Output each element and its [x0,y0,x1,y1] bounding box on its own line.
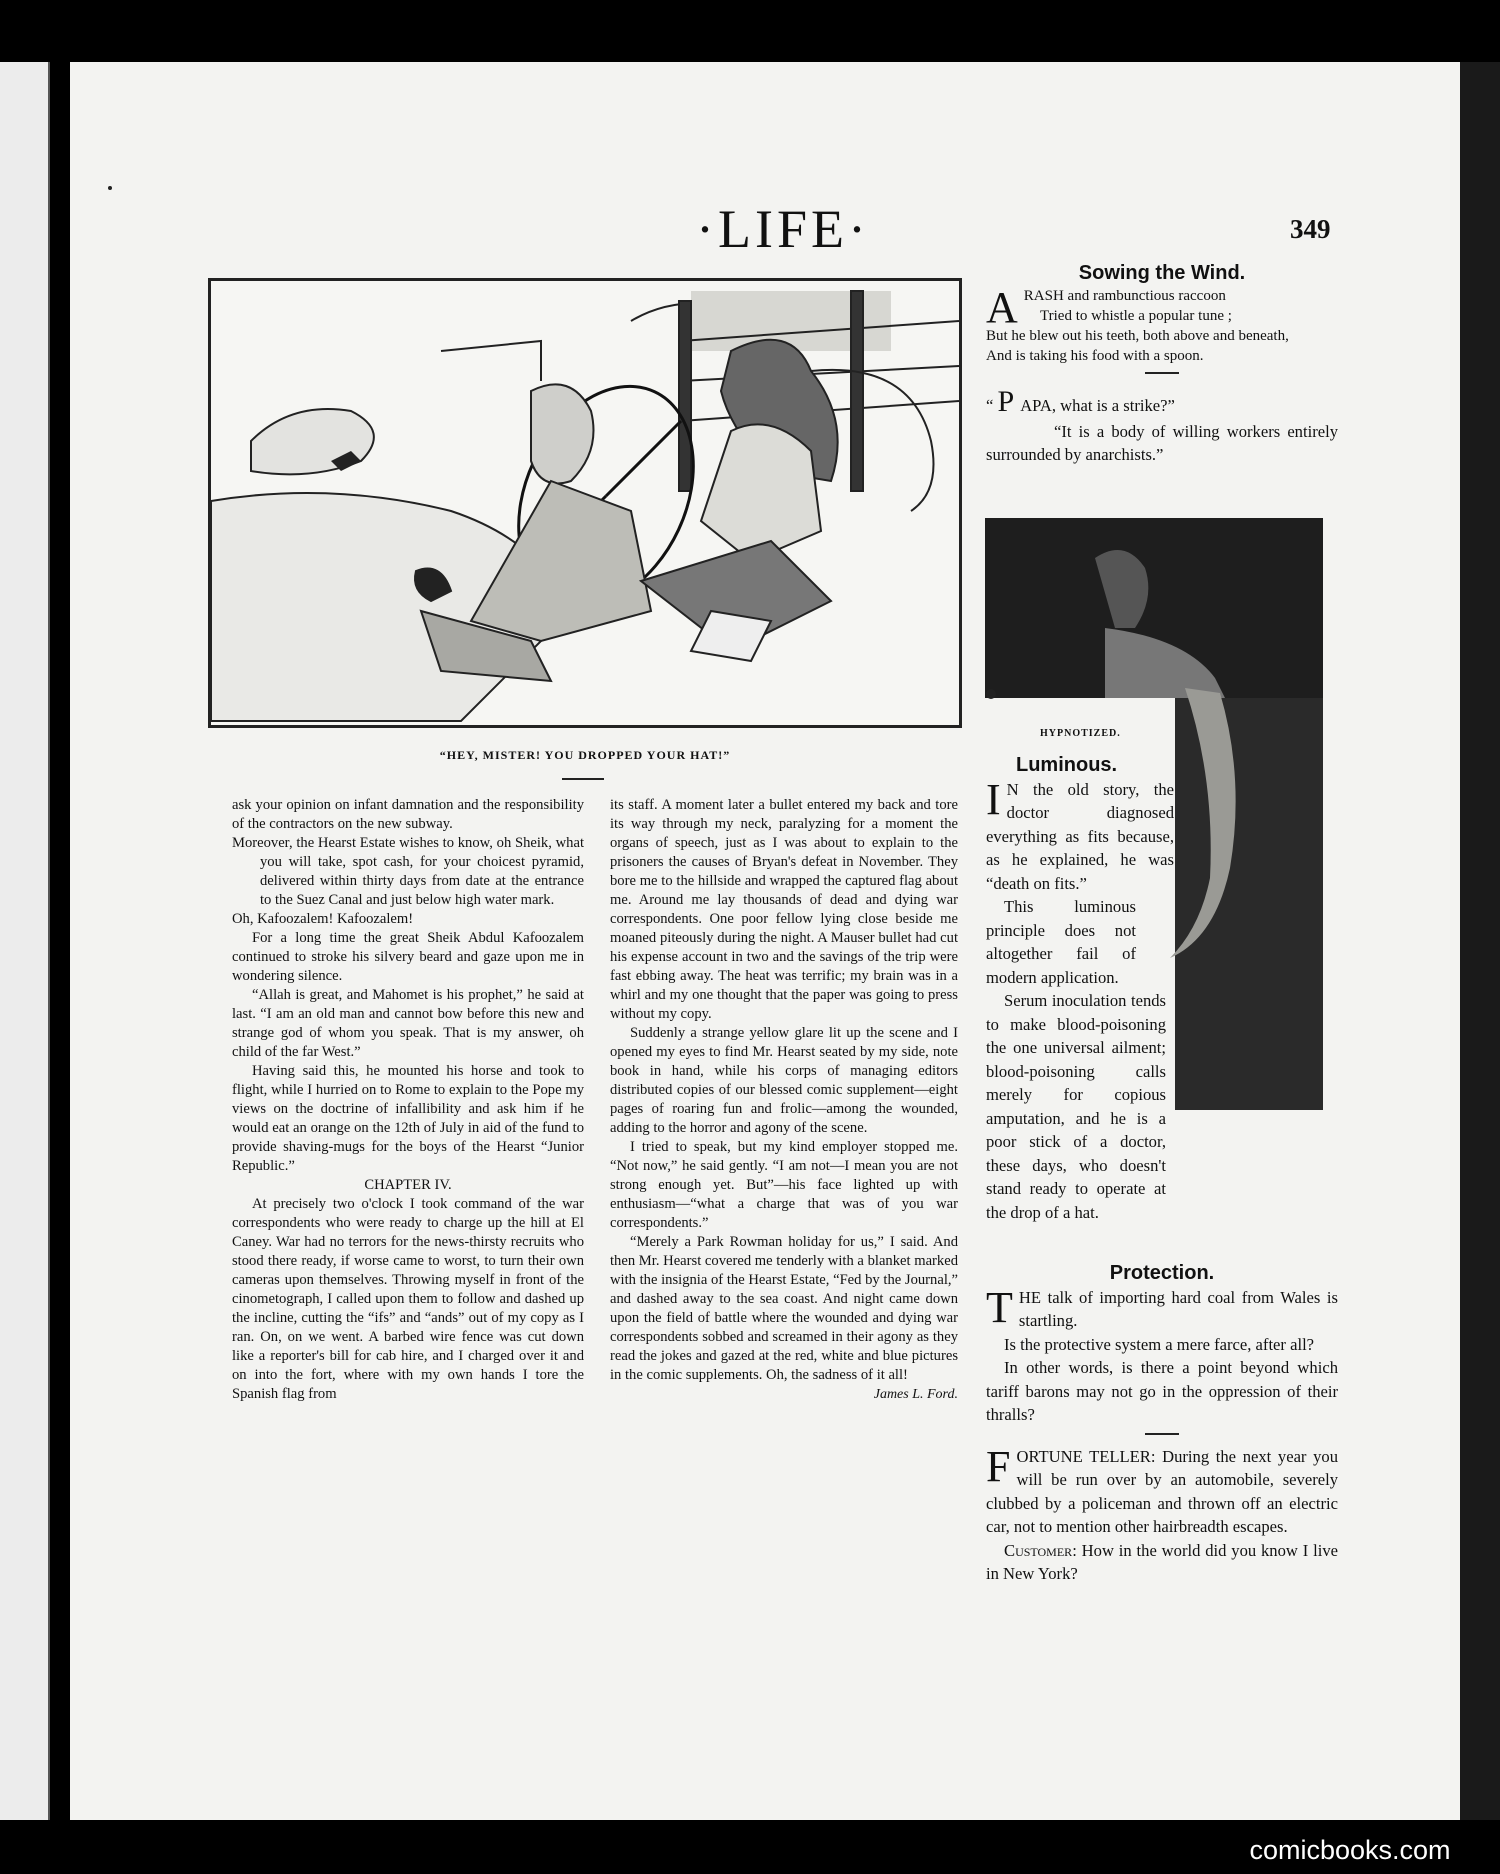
article-paragraph: For a long time the great Sheik Abdul Kafoozalem continued to stroke his silvery beard and gaze upon me in wondering silence. [232,930,584,984]
article-paragraph: Having said this, he mounted his horse and took to flight, while I hurried on to Rome to explain to the Pope my views on the doctrine of infallibility and ask him if he would eat an orange on the 12th of July in aid of the fund to provide shaving-mugs for the boys of the Hearst “Junior Republic.” [232,1063,584,1174]
sowing-the-wind [986,262,1338,467]
article-column-2 [610,796,958,1404]
protection-p3: In other words, is there a point beyond which tariff barons may not go in the oppression of their thralls? [986,1358,1338,1424]
article-signature: James L. Ford. [873,1387,958,1402]
fortune-teller [986,1441,1338,1586]
protection [986,1262,1338,1586]
article-paragraph: “Allah is great, and Mahomet is his prophet,” he said at last. “I am an old man and cannot bow before this new and strange god of whom you speak. That is my answer, oh child of the far West.” [232,987,584,1060]
protection-p2: Is the protective system a mere farce, after all? [1004,1334,1315,1354]
article-paragraph: its staff. A moment later a bullet entered my back and tore its way through my neck, paralyzing for a moment the organs of speech, just as I was about to explain to the prisoners the causes of Bryan's defeat in November. They bore me to the hillside and wrapped the captured flag about me. Around me lay thousands of dead and dying war correspondents. One poor fellow lying close beside me moaned piteously during the night. A Mauser bullet had cut his expense account in two and the savings of the trip were fast ebbing away. The heat was terrific; my brain was in a whirl and my one thought that the paper was going to press without my copy. [610,797,958,1022]
article-paragraph: Suddenly a strange yellow glare lit up the scene and I opened my eyes to find Mr. Hearst seated by my side, note book in hand, while his corps of managing editors distributed copies of our blessed comic supplement—eight pages of roaring fun and frolic—among the wounded, adding to the horror and agony of the scene. [610,1025,958,1136]
poem-line: RASH and rambunctious raccoon [1023,287,1226,304]
article-paragraph: CHAPTER IV. [364,1177,452,1193]
facing-page-edge [0,62,50,1820]
fortune-p2: How in the world did you know I live in New York? [986,1540,1338,1583]
binding-edge [1460,62,1500,1820]
article-paragraph: “Merely a Park Rowman holiday for us,” I said. And then Mr. Hearst covered me tenderly with a blanket marked with the insignia of the Hearst Estate, “Fed by the Journal,” and dashed away to the sea coast. And night came down upon the field of battle where the wounded and dying war correspondents sobbed and screamed in their agony as they read the jokes and gazed at the red, white and blue pictures in the comic supplements. Oh, the sadness of it all! [610,1234,958,1383]
fortune-speaker: Customer: [1004,1540,1077,1560]
poem-line: Tried to whistle a popular tune ; [1040,307,1232,324]
cartoon-illustration [208,278,962,728]
papa-answer: “It is a body of willing workers entirely surrounded by anarchists.” [986,421,1338,464]
papa-joke: “ P APA, what is a strike?” “It is a body of willing workers entirely surrounded by anarchists.” [986,384,1338,467]
papa-question: APA, what is a strike?” [1020,395,1175,415]
luminous-title: Luminous. [1016,754,1118,776]
masthead: ·LIFE· [696,199,870,259]
protection-title: Protection. [1109,1262,1215,1284]
article-paragraph: At precisely two o'clock I took command of the war correspondents who were ready to charge up the hill at El Caney. War had no terrors for the news-thirsty recruits who stood there ready, if worse came to worst, to turn their own cameras upon themselves. Throwing myself in front of the cinometograph, I called upon them to follow and dashed up the incline, cutting the “ifs” and “ands” out of my copy as I ran. On, on we went. A barbed wire fence was cut down like a reporter's bill for cab hire, and I charged over it and on into the fort, where with my own hands I tore the Spanish flag from [232,1196,584,1402]
drop-cap: P [997,384,1015,418]
page-number: 349 [1290,214,1331,244]
watermark: comicbooks.com [1249,1835,1451,1865]
sowing-title: Sowing the Wind. [1078,262,1246,284]
article-paragraph: ask your opinion on infant damnation and the responsibility of the contractors on the new subway. [232,797,584,832]
divider-rule [1145,372,1179,374]
divider-rule [562,778,604,780]
article-paragraph: Moreover, the Hearst Estate wishes to know, oh Sheik, what you will take, spot cash, for your choicest pyramid, delivered within thirty days from date at the entrance to the Suez Canal and just below high water mark. [232,835,584,908]
drop-cap: A [986,282,1018,332]
luminous-p3: Serum inoculation tends to make blood-poisoning the one universal ailment; blood-poisoning calls merely for copious amputation, and he is a poor stick of a doctor, these days, who doesn't stand ready to operate at the drop of a hat. [986,991,1166,1222]
drop-cap: T [986,1282,1013,1332]
protection-p1: HE talk of importing hard coal from Wales is startling. [1018,1287,1338,1330]
drop-cap: I [986,774,1001,824]
drop-cap: F [986,1441,1011,1491]
hypnotized-label: HYPNOTIZED. [1040,728,1121,739]
article-paragraph: I tried to speak, but my kind employer stopped me. “Not now,” he said gently. “I am not—I mean you are not strong enough yet. But”—his face lighted up with enthusiasm—“what a charge that was of you war correspondents.” [610,1139,958,1231]
article-column-1 [232,796,584,1404]
luminous [986,754,1336,1224]
luminous-p1: N the old story, the doctor diagnosed everything as fits because, as he explained, he was “death on fits.” [986,779,1174,893]
poem-line: And is taking his food with a spoon. [986,347,1204,364]
poem-line: But he blew out his teeth, both above and beneath, [986,327,1289,344]
article-paragraph: Oh, Kafoozalem! Kafoozalem! [232,911,414,927]
ink-speck [108,186,112,190]
fortune-p1: ORTUNE TELLER: During the next year you will be run over by an automobile, severely clubbed by a policeman and thrown off an electric car, not to mention other hairbreadth escapes. [986,1446,1338,1536]
cartoon-caption: “HEY, MISTER! YOU DROPPED YOUR HAT!” [439,748,731,762]
luminous-p2: This luminous principle does not altogether fail of modern application. [986,897,1136,987]
divider-rule [1145,1433,1179,1435]
cartoon-drawing [211,281,959,725]
